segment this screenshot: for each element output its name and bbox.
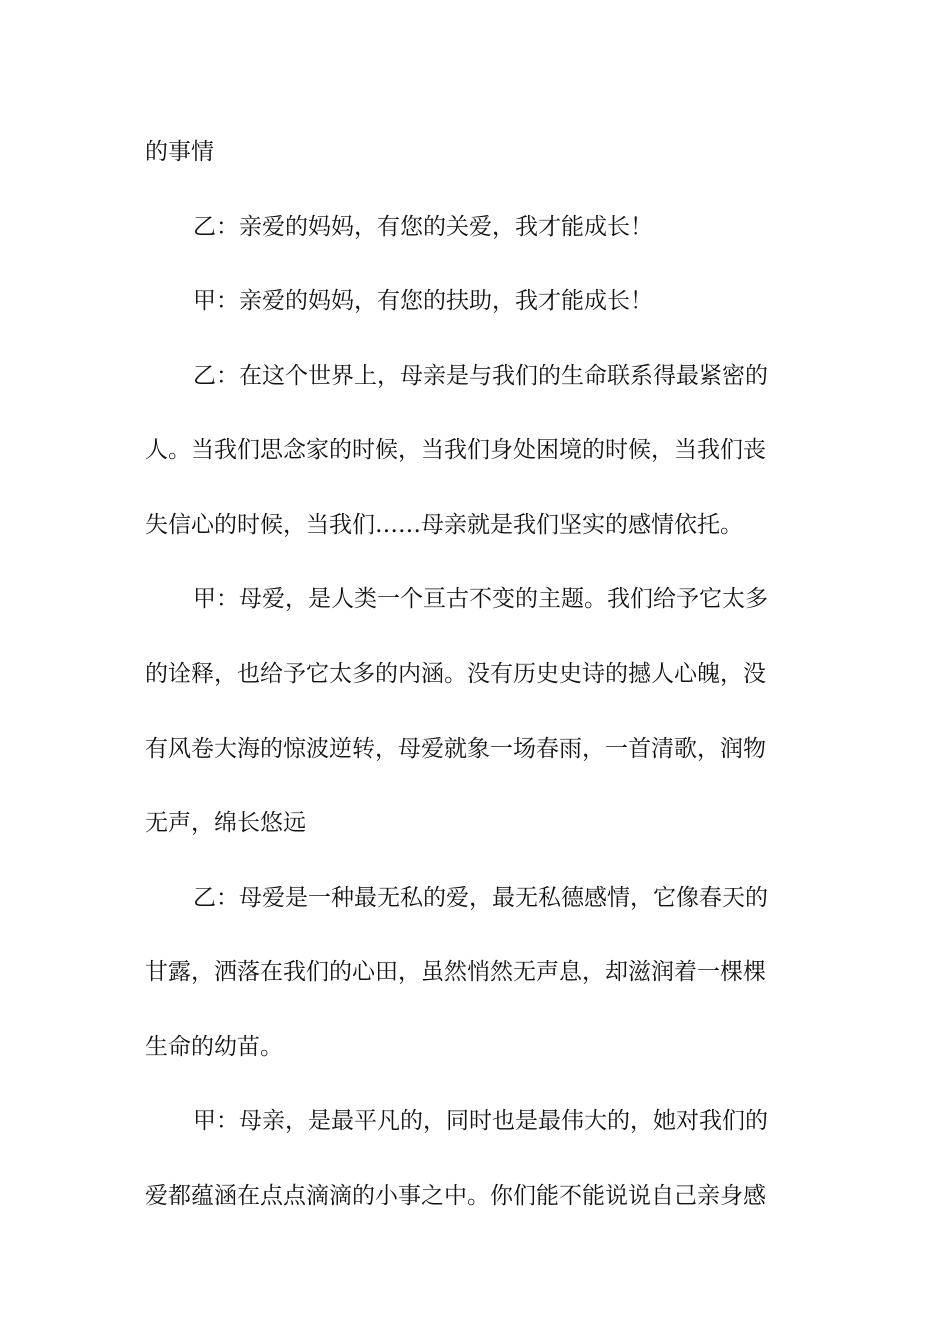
text-line: 爱都蕴涵在点点滴滴的小事之中。你们能不能说说自己亲身感 (145, 1183, 766, 1209)
text-line: 乙：母爱是一种最无私的爱，最无私德感情，它像春天的 (193, 885, 768, 911)
text-line: 的诠释，也给予它太多的内涵。没有历史史诗的撼人心魄，没 (145, 661, 766, 687)
text-line: 甘露，洒落在我们的心田，虽然悄然无声息，却滋润着一棵棵 (145, 959, 766, 985)
text-line: 甲：母爱，是人类一个亘古不变的主题。我们给予它太多 (193, 586, 768, 612)
text-line: 的事情 (145, 139, 214, 165)
text-line: 甲：母亲，是最平凡的，同时也是最伟大的，她对我们的 (193, 1108, 768, 1134)
text-line: 乙：亲爱的妈妈，有您的关爱，我才能成长！ (193, 214, 653, 240)
text-line: 失信心的时候，当我们……母亲就是我们坚实的感情依托。 (145, 512, 743, 538)
text-line: 有风卷大海的惊波逆转，母爱就象一场春雨，一首清歌，润物 (145, 736, 766, 762)
text-line: 人。当我们思念家的时候，当我们身处困境的时候，当我们丧 (145, 437, 766, 463)
text-line: 甲：亲爱的妈妈，有您的扶助，我才能成长！ (193, 288, 653, 314)
text-line: 生命的幼苗。 (145, 1034, 283, 1060)
text-line: 乙：在这个世界上，母亲是与我们的生命联系得最紧密的 (193, 363, 768, 389)
text-line: 无声，绵长悠远 (145, 810, 306, 836)
